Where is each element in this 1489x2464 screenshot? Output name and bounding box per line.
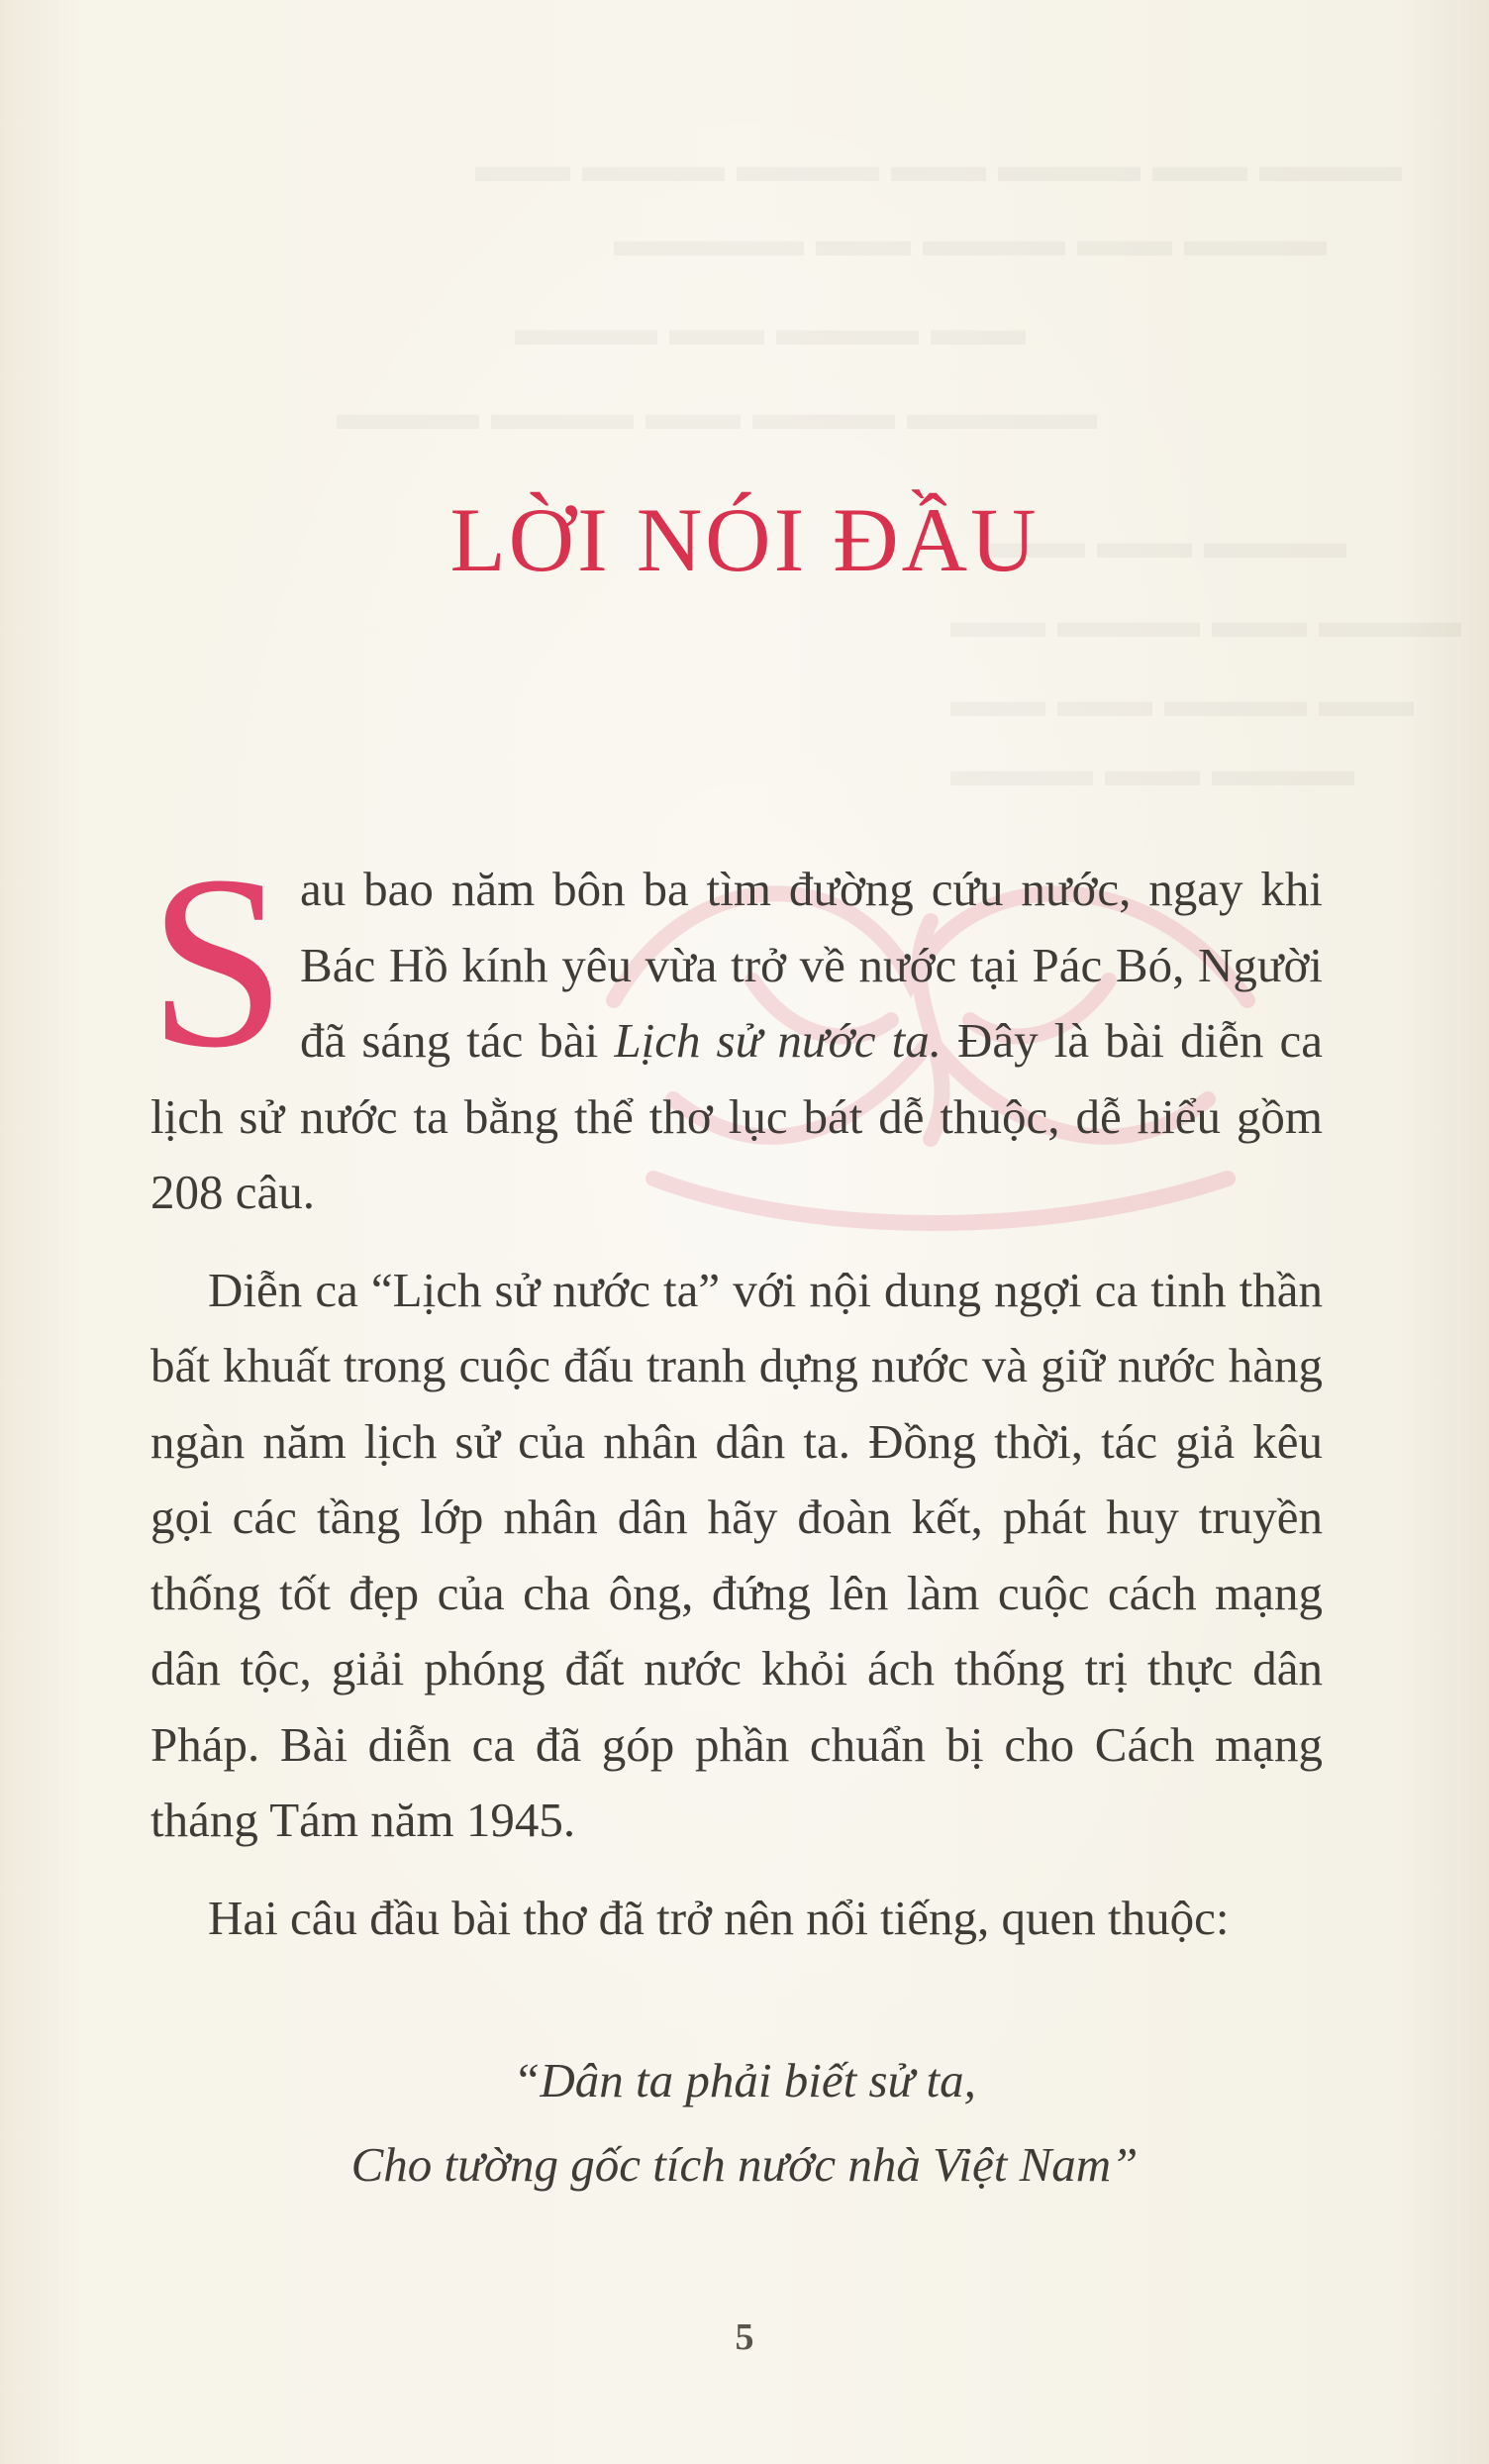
page-title: LỜI NÓI ĐẦU: [449, 489, 1040, 590]
paragraph-content: Diễn ca “Lịch sử nước ta” với nội dung ngợi ca tinh thần bất khuất trong cuộc đấu tranh dựng nước và giữ nước hàng ngàn năm lịch sử của nhân dân ta. Đồng thời, tác giả kêu gọi các tầng lớp nhân dân hãy đoàn kết, phát huy truyền thống tốt đẹp của cha ông, đứng lên làm cuộc cách mạng dân tộc, giải phóng đất nước khỏi ách thống trị thực dân Pháp. Bài diễn ca đã góp phần chuẩn bị cho Cách mạng tháng Tám năm 1945.: [150, 1262, 1323, 1847]
bleed-through-line: ▬▬▬ ▬▬ ▬▬▬ ▬▬: [950, 595, 1461, 648]
paragraph-lead-in: Hai câu đầu bài thơ đã trở nên nổi tiếng, quen thuộc:: [208, 1890, 1230, 1945]
quote-line-2: Cho tường gốc tích nước nhà Việt Nam”: [350, 2137, 1139, 2192]
paragraph-intro: [149, 825, 1323, 1231]
bleed-through-line: ▬▬▬▬ ▬▬▬ ▬▬ ▬▬▬ ▬▬▬: [337, 387, 1097, 440]
bleed-through-line: ▬▬ ▬▬▬ ▬▬ ▬▬▬: [515, 303, 1026, 356]
bleed-through-line: ▬▬▬ ▬▬ ▬▬▬: [950, 744, 1354, 796]
bleed-through-line: ▬▬▬ ▬▬ ▬▬▬ ▬▬ ▬▬▬▬: [614, 214, 1327, 266]
body-text: [149, 825, 1323, 1978]
drop-cap: S: [149, 825, 287, 1099]
bleed-through-line: ▬▬▬ ▬▬ ▬▬: [990, 516, 1346, 568]
poem-title: Lịch sử nước ta.: [614, 1013, 942, 1068]
intro-text: au bao năm bôn ba tìm đường cứu nước, ngay khi Bác Hồ kính yêu vừa trở về nước tại Pác Bó, Người đã sáng tác bài: [300, 862, 1323, 1068]
page-number: 5: [735, 2316, 754, 2358]
bleed-through-line: ▬▬ ▬▬▬ ▬▬ ▬▬: [950, 674, 1414, 727]
quote-line-1: “Dân ta phải biết sử ta,: [513, 2053, 976, 2107]
intro-text-end: Đây là bài diễn ca lịch sử nước ta bằng thể thơ lục bát dễ thuộc, dễ hiểu gồm 208 câu.: [150, 1013, 1323, 1219]
bleed-through-line: ▬▬▬ ▬▬ ▬▬▬ ▬▬ ▬▬▬ ▬▬▬ ▬▬: [475, 140, 1402, 192]
